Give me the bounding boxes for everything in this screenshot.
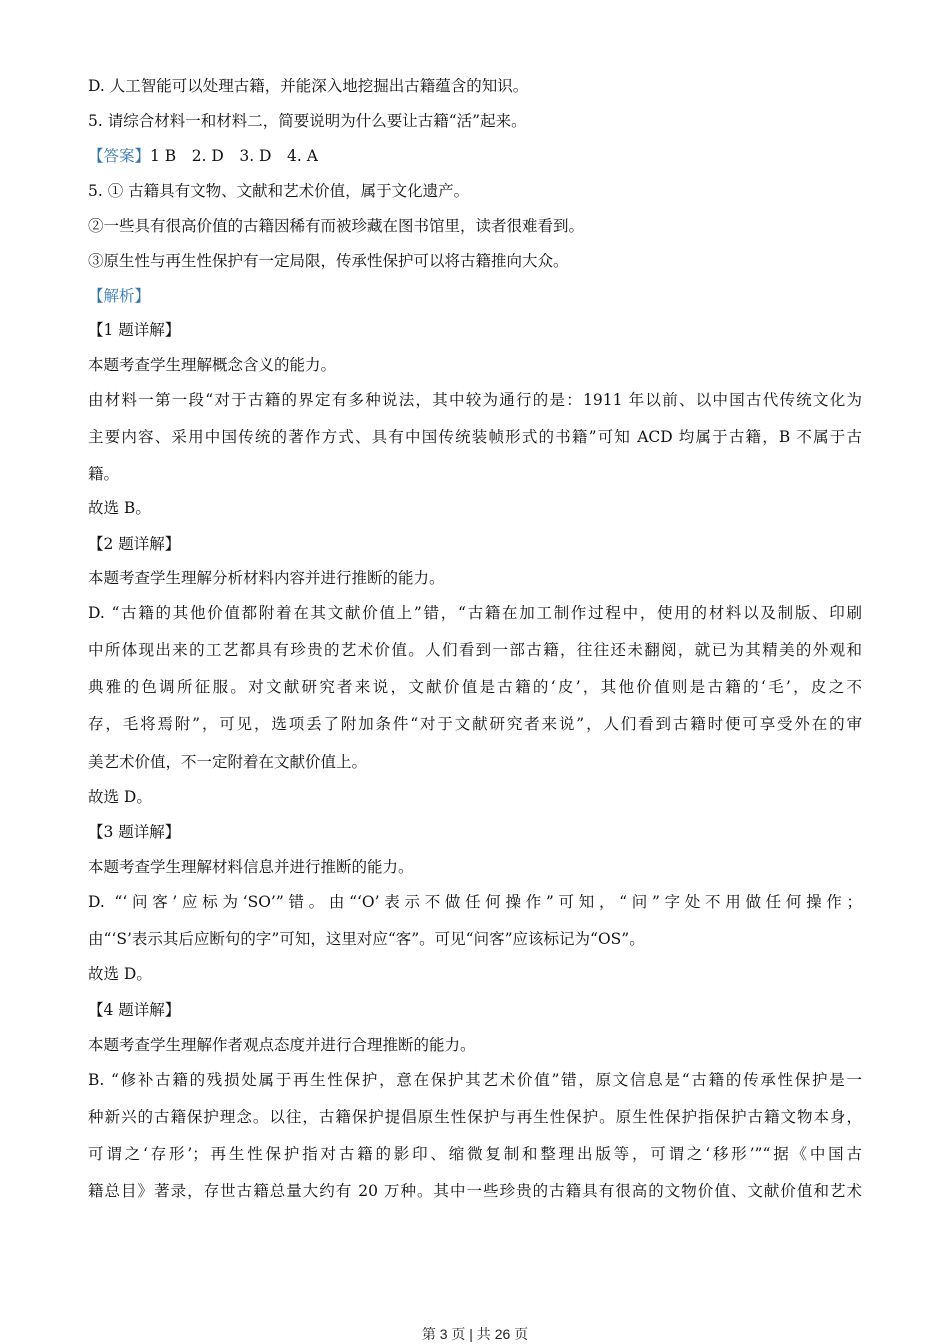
text-line <box>88 390 862 410</box>
text-line <box>88 111 862 131</box>
line-text: 本题考查学生理解分析材料内容并进行推断的能力。 <box>88 569 445 587</box>
line-text: 主要内容、采用中国传统的著作方式、具有中国传统装帧形式的书籍”可知 ACD 均属于古籍，B 不属于古 <box>88 428 862 446</box>
line-text: 美艺术价值，不一定附着在文献价值上。 <box>88 753 368 771</box>
line-text: D. 人工智能可以处理古籍，并能深入地挖掘出古籍蕴含的知识。 <box>88 77 529 95</box>
text-line <box>88 1181 862 1201</box>
line-text: 5. ① 古籍具有文物、文献和艺术价值，属于文化遗产。 <box>88 182 470 200</box>
line-text: 1 B 2. D 3. D 4. A <box>150 147 318 165</box>
text-line <box>88 714 862 734</box>
line-text: 籍总目》著录，存世古籍总量大约有 20 万种。其中一些珍贵的古籍具有很高的文物价值、文献价值和艺术 <box>88 1182 862 1200</box>
text-line <box>88 640 862 660</box>
text-line <box>88 427 862 447</box>
line-text: D. “古籍的其他价值都附着在其文献价值上”错，“古籍在加工制作过程中，使用的材料以及制版、印刷 <box>88 604 862 622</box>
text-line <box>88 146 862 166</box>
text-line <box>88 1035 862 1055</box>
text-line <box>88 603 862 623</box>
line-text: 可谓之‘存形’；再生性保护指对古籍的影印、缩微复制和整理出版等，可谓之‘移形’”“据《中国古 <box>88 1145 862 1163</box>
line-text: ③原生性与再生性保护有一定局限，传承性保护可以将古籍推向大众。 <box>88 252 569 270</box>
text-line <box>88 677 862 697</box>
line-text: 故选 D。 <box>88 965 152 983</box>
line-text: 中所体现出来的工艺都具有珍贵的艺术价值。人们看到一部古籍，往往还未翻阅，就已为其精美的外观和 <box>88 641 862 659</box>
line-text: B. “修补古籍的残损处属于再生性保护，意在保护其艺术价值”错，原文信息是“古籍的传承性保护是一 <box>88 1071 862 1089</box>
line-text: 5. 请综合材料一和材料二，简要说明为什么要让古籍“活”起来。 <box>88 112 527 130</box>
line-text: 【3 题详解】 <box>88 823 181 841</box>
text-line <box>88 320 862 340</box>
text-line <box>88 929 862 949</box>
line-text: 由材料一第一段“对于古籍的界定有多种说法，其中较为通行的是：1911 年以前、以中国古代传统文化为 <box>88 391 862 409</box>
text-line <box>88 857 862 877</box>
line-text: 籍。 <box>88 465 120 483</box>
line-text: 故选 D。 <box>88 788 152 806</box>
text-line <box>88 964 862 984</box>
line-text: 典雅的色调所征服。对文献研究者来说，文献价值是古籍的‘皮’，其他价值则是古籍的‘毛’，皮之不 <box>88 678 862 696</box>
page-footer: 第 3 页 | 共 26 页 <box>421 1326 529 1342</box>
text-line <box>88 534 862 554</box>
line-text: 本题考查学生理解材料信息并进行推断的能力。 <box>88 858 414 876</box>
text-line <box>88 752 862 772</box>
text-line <box>88 1107 862 1127</box>
text-line <box>88 251 862 271</box>
text-line <box>88 892 862 912</box>
line-text: 种新兴的古籍保护理念。以往，古籍保护提倡原生性保护与再生性保护。原生性保护指保护古籍文物本身， <box>88 1108 862 1126</box>
line-text: 【1 题详解】 <box>88 321 181 339</box>
line-text: 【4 题详解】 <box>88 1001 181 1019</box>
line-text: 本题考查学生理解概念含义的能力。 <box>88 356 337 374</box>
line-text: 由“‘S’表示其后应断句的字”可知，这里对应“客”。可见“问客”应该标记为“OS”。 <box>88 930 645 948</box>
text-line <box>88 1070 862 1090</box>
text-line <box>88 498 862 518</box>
text-line <box>88 181 862 201</box>
section-tag: 【解析】 <box>88 287 151 305</box>
text-line <box>88 1000 862 1020</box>
section-tag: 【答案】 <box>88 147 151 165</box>
text-line <box>88 286 862 306</box>
text-line <box>88 1144 862 1164</box>
text-line <box>88 822 862 842</box>
text-line <box>88 355 862 375</box>
line-text: D. “‘问客’应标为‘SO’”错。由“‘O’表示不做任何操作”可知，“问”字处不用做任何操作； <box>88 893 862 911</box>
line-text: 【2 题详解】 <box>88 535 181 553</box>
text-line <box>88 787 862 807</box>
line-text: 本题考查学生理解作者观点态度并进行合理推断的能力。 <box>88 1036 476 1054</box>
line-text: 故选 B。 <box>88 499 151 517</box>
text-line <box>88 464 862 484</box>
text-line <box>88 568 862 588</box>
line-text: 存，毛将焉附”，可见，选项丢了附加条件“对于文献研究者来说”，人们看到古籍时便可享受外在的审 <box>88 715 862 733</box>
line-text: ②一些具有很高价值的古籍因稀有而被珍藏在图书馆里，读者很难看到。 <box>88 217 585 235</box>
text-line <box>88 216 862 236</box>
text-line <box>88 76 862 96</box>
